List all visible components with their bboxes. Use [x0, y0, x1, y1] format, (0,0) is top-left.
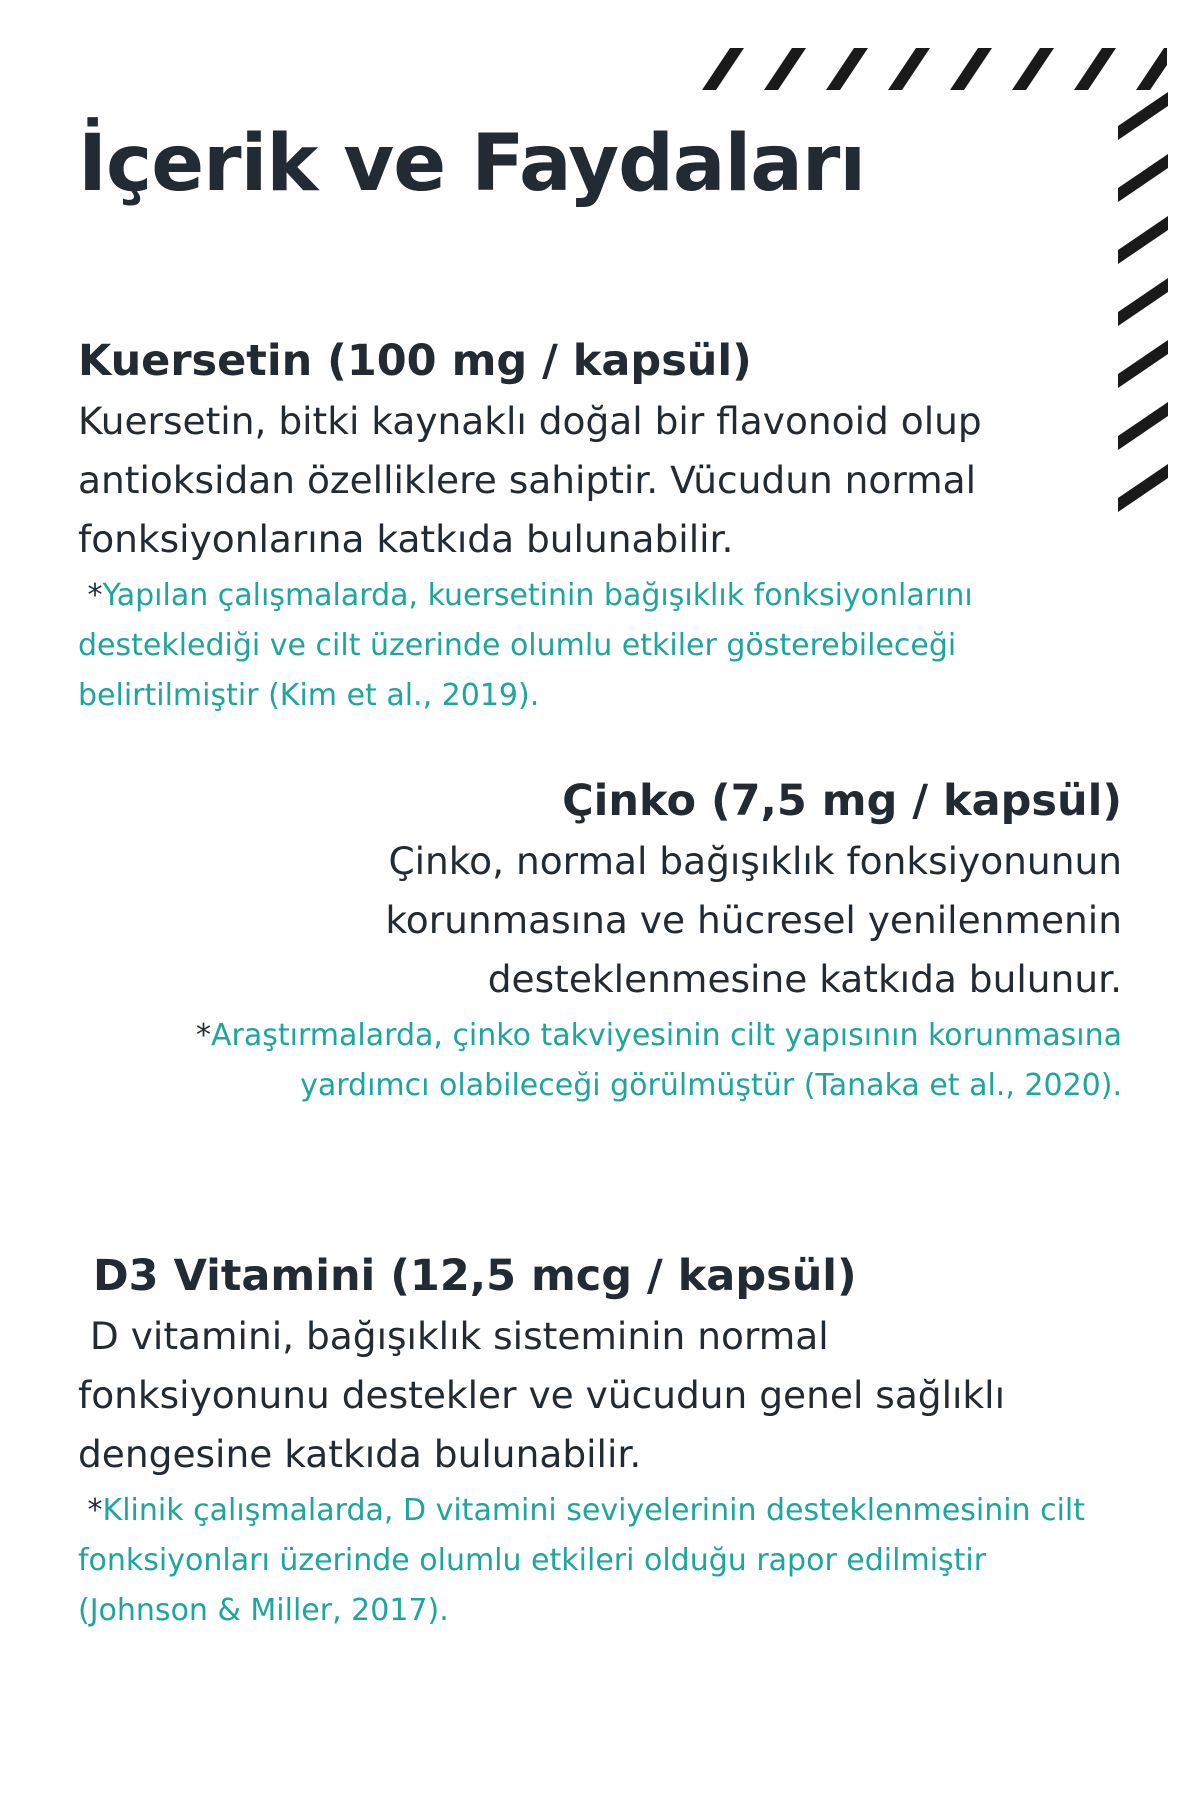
ingredient-heading: Çinko (7,5 mg / kapsül) — [562, 776, 1122, 826]
ingredient-description — [78, 1307, 1078, 1484]
ingredient-section-zinc — [78, 770, 1122, 1111]
ingredient-description: Kuersetin, bitki kaynaklı doğal bir flavonoid olup antioksidan özelliklere sahiptir. Vücudun normal fonksiyonlarına katkıda bulunabilir. — [78, 399, 982, 561]
research-note-text: Araştırmalarda, çinko takviyesinin cilt yapısının korunmasına yardımcı olabileceği görülmüştür (Tanaka et al., 2020). — [211, 1018, 1122, 1103]
note-asterisk: * — [87, 578, 103, 613]
ingredient-description-text: D vitamini, bağışıklık sisteminin normal fonksiyonunu destekler ve vücudun genel sağlıklı dengesine katkıda bulunabilir. — [78, 1314, 1005, 1476]
note-asterisk: * — [87, 1493, 103, 1528]
page-title: İçerik ve Faydaları — [78, 119, 866, 209]
ingredient-description: Çinko, normal bağışıklık fonksiyonunun korunmasına ve hücresel yenilenmenin desteklenmesine katkıda bulunur. — [385, 839, 1122, 1001]
ingredient-heading — [78, 1245, 1122, 1307]
research-note-text: Yapılan çalışmalarda, kuersetinin bağışıklık fonksiyonlarını desteklediği ve cilt üzerinde olumlu etkiler gösterebileceği belirtilmiştir (Kim et al., 2019). — [78, 578, 973, 713]
decorative-stripes-top — [702, 48, 1167, 90]
note-asterisk: * — [196, 1018, 212, 1053]
research-note — [78, 1486, 1122, 1636]
research-note-text: Klinik çalışmalarda, D vitamini seviyelerinin desteklenmesinin cilt fonksiyonları üzerinde olumlu etkileri olduğu rapor edilmiştir (Johnson & Miller, 2017). — [78, 1493, 1086, 1628]
ingredient-heading-text: D3 Vitamini (12,5 mcg / kapsül) — [92, 1251, 857, 1301]
ingredient-heading: Kuersetin (100 mg / kapsül) — [78, 336, 752, 386]
ingredient-section-quercetin — [78, 330, 1122, 721]
research-note — [122, 1011, 1122, 1111]
decorative-stripes-right — [1118, 90, 1168, 512]
ingredient-section-vitamin-d3 — [78, 1245, 1122, 1636]
research-note — [78, 571, 1122, 721]
